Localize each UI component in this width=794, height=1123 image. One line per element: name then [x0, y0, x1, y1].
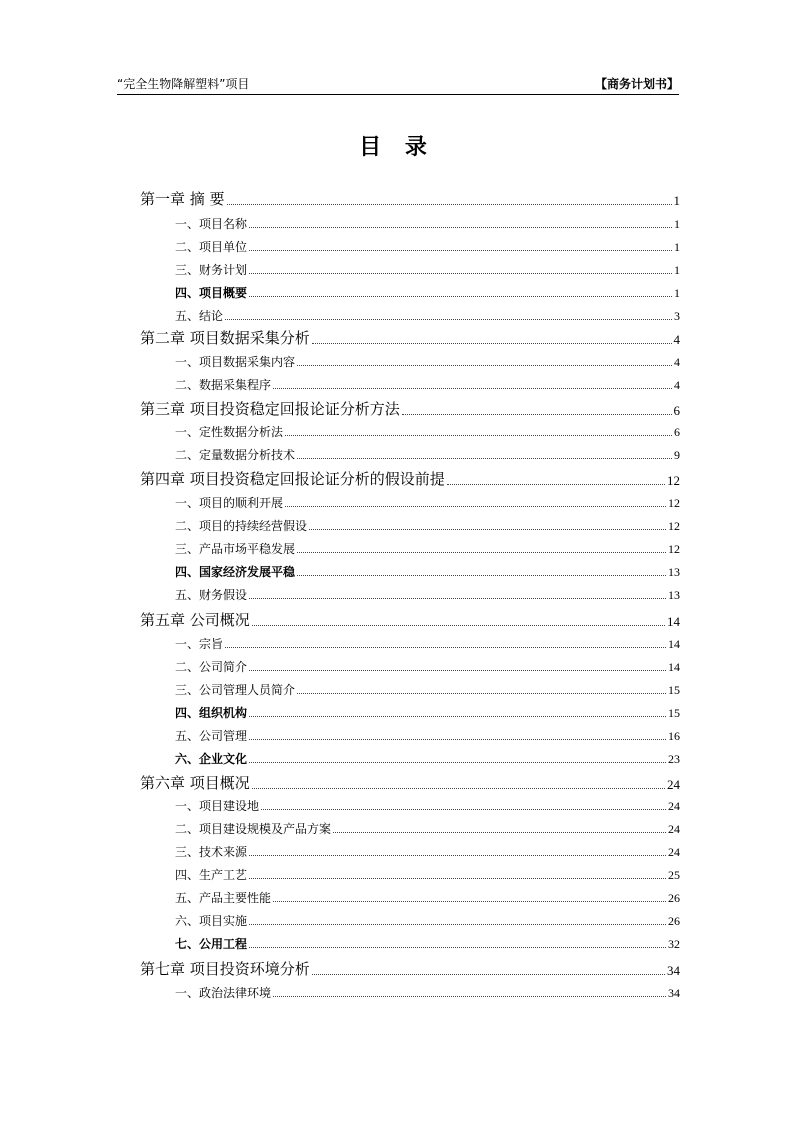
toc-section-entry[interactable]	[175, 308, 680, 324]
toc-entry-label: 一、项目建设地	[175, 799, 260, 813]
toc-entry-label: 四、国家经济发展平稳	[175, 565, 296, 579]
toc-leader-dots	[297, 364, 672, 366]
toc-entry-label: 四、生产工艺	[175, 868, 248, 882]
toc-section-entry[interactable]	[175, 216, 680, 232]
toc-chapter-entry[interactable]	[140, 328, 680, 348]
toc-section-entry[interactable]	[175, 636, 680, 652]
toc-leader-dots	[297, 457, 672, 459]
toc-entry-label: 二、数据采集程序	[175, 378, 272, 392]
toc-page-number: 13	[668, 588, 680, 602]
toc-leader-dots	[249, 761, 666, 763]
toc-section-entry[interactable]	[175, 913, 680, 929]
toc-page-number: 25	[668, 868, 680, 882]
toc-entry-label: 六、企业文化	[175, 752, 248, 766]
toc-page-number: 26	[668, 914, 680, 928]
toc-section-entry[interactable]	[175, 564, 680, 580]
toc-page-number: 1	[674, 217, 680, 231]
toc-section-entry[interactable]	[175, 541, 680, 557]
toc-leader-dots	[297, 574, 666, 576]
toc-leader-dots	[309, 528, 666, 530]
toc-leader-dots	[447, 483, 665, 485]
toc-page-number: 12	[667, 473, 680, 488]
toc-entry-label: 一、宗旨	[175, 637, 224, 651]
toc-leader-dots	[261, 808, 666, 810]
toc-entry-label: 五、公司管理	[175, 729, 248, 743]
toc-page-number: 14	[667, 614, 680, 629]
toc-leader-dots	[225, 646, 666, 648]
toc-entry-label: 第六章 项目概况	[140, 774, 250, 792]
toc-entry-label: 五、产品主要性能	[175, 891, 272, 905]
toc-entry-label: 七、公用工程	[175, 937, 248, 951]
toc-entry-label: 第四章 项目投资稳定回报论证分析的假设前提	[140, 470, 445, 488]
toc-leader-dots	[249, 923, 666, 925]
toc-entry-label: 一、政治法律环境	[175, 986, 272, 1000]
toc-page-number: 3	[674, 309, 680, 323]
toc-page-number: 1	[674, 263, 680, 277]
toc-entry-label: 第三章 项目投资稳定回报论证分析方法	[140, 400, 400, 418]
toc-title: 目 录	[359, 135, 435, 160]
toc-entry-label: 二、项目的持续经营假设	[175, 519, 308, 533]
toc-page-number: 1	[674, 240, 680, 254]
toc-leader-dots	[225, 318, 672, 320]
toc-leader-dots	[312, 342, 672, 344]
toc-leader-dots	[273, 387, 672, 389]
toc-page-number: 6	[674, 425, 680, 439]
toc-leader-dots	[249, 946, 666, 948]
toc-entry-label: 二、项目建设规模及产品方案	[175, 822, 332, 836]
toc-leader-dots	[297, 551, 666, 553]
header-project-title: “完全生物降解塑料”项目	[117, 77, 250, 91]
toc-leader-dots	[249, 738, 666, 740]
toc-section-entry[interactable]	[175, 798, 680, 814]
toc-leader-dots	[402, 413, 672, 415]
toc-section-entry[interactable]	[175, 890, 680, 906]
toc-leader-dots	[312, 973, 665, 975]
toc-section-entry[interactable]	[175, 377, 680, 393]
toc-page-number: 34	[668, 986, 680, 1000]
toc-page-number: 23	[668, 752, 680, 766]
toc-leader-dots	[227, 203, 672, 205]
toc-page-number: 13	[668, 565, 680, 579]
toc-leader-dots	[285, 505, 666, 507]
toc-entry-label: 三、技术来源	[175, 845, 248, 859]
toc-section-entry[interactable]	[175, 239, 680, 255]
toc-leader-dots	[249, 272, 672, 274]
toc-leader-dots	[249, 597, 666, 599]
toc-entry-label: 一、项目的顺利开展	[175, 496, 284, 510]
toc-chapter-entry[interactable]	[140, 959, 680, 979]
toc-section-entry[interactable]	[175, 262, 680, 278]
toc-page-number: 15	[668, 683, 680, 697]
toc-page-number: 9	[674, 448, 680, 462]
toc-section-entry[interactable]	[175, 285, 680, 301]
toc-entry-label: 第二章 项目数据采集分析	[140, 329, 310, 347]
toc-leader-dots	[249, 877, 666, 879]
toc-page-number: 24	[667, 777, 680, 792]
toc-section-entry[interactable]	[175, 447, 680, 463]
toc-page-number: 24	[668, 799, 680, 813]
toc-page-number: 1	[673, 193, 680, 208]
toc-entry-label: 三、财务计划	[175, 263, 248, 277]
toc-leader-dots	[273, 995, 666, 997]
toc-page-number: 12	[668, 542, 680, 556]
page-header	[117, 76, 679, 95]
toc-page-number: 14	[668, 660, 680, 674]
toc-page-number: 24	[668, 822, 680, 836]
toc-section-entry[interactable]	[175, 424, 680, 440]
toc-entry-label: 第五章 公司概况	[140, 611, 250, 629]
toc-entry-label: 四、组织机构	[175, 706, 248, 720]
toc-section-entry[interactable]	[175, 682, 680, 698]
toc-leader-dots	[249, 295, 672, 297]
toc-leader-dots	[285, 434, 672, 436]
toc-entry-label: 二、项目单位	[175, 240, 248, 254]
toc-page-number: 6	[673, 403, 680, 418]
toc-leader-dots	[252, 787, 665, 789]
toc-entry-label: 一、项目名称	[175, 217, 248, 231]
toc-entry-label: 四、项目概要	[175, 286, 248, 300]
header-doc-type: 【商务计划书】	[594, 77, 679, 91]
toc-page-number: 16	[668, 729, 680, 743]
toc-page-number: 24	[668, 845, 680, 859]
toc-entry-label: 六、项目实施	[175, 914, 248, 928]
toc-section-entry[interactable]	[175, 821, 680, 837]
toc-leader-dots	[249, 715, 666, 717]
toc-section-entry[interactable]	[175, 495, 680, 511]
toc-section-entry[interactable]	[175, 659, 680, 675]
toc-section-entry[interactable]	[175, 354, 680, 370]
toc-page-number: 34	[667, 963, 680, 978]
toc-entry-label: 一、项目数据采集内容	[175, 355, 296, 369]
toc-section-entry[interactable]	[175, 705, 680, 721]
toc-chapter-entry[interactable]	[140, 469, 680, 489]
toc-section-entry[interactable]	[175, 867, 680, 883]
toc-chapter-entry[interactable]	[140, 399, 680, 419]
toc-leader-dots	[249, 854, 666, 856]
toc-section-entry[interactable]	[175, 587, 680, 603]
toc-leader-dots	[252, 624, 665, 626]
toc-chapter-entry[interactable]	[140, 773, 680, 793]
toc-section-entry[interactable]	[175, 936, 680, 952]
toc-chapter-entry[interactable]	[140, 610, 680, 630]
toc-chapter-entry[interactable]	[140, 189, 680, 209]
toc-section-entry[interactable]	[175, 728, 680, 744]
toc-entry-label: 二、公司简介	[175, 660, 248, 674]
toc-leader-dots	[249, 226, 672, 228]
toc-entry-label: 三、产品市场平稳发展	[175, 542, 296, 556]
toc-section-entry[interactable]	[175, 985, 680, 1001]
toc-page-number: 1	[674, 286, 680, 300]
toc-leader-dots	[297, 692, 666, 694]
toc-entry-label: 第七章 项目投资环境分析	[140, 960, 310, 978]
toc-page-number: 15	[668, 706, 680, 720]
toc-entry-label: 二、定量数据分析技术	[175, 448, 296, 462]
toc-leader-dots	[273, 900, 666, 902]
toc-page-number: 4	[674, 355, 680, 369]
toc-page-number: 26	[668, 891, 680, 905]
toc-page-number: 12	[668, 496, 680, 510]
toc-page-number: 32	[668, 937, 680, 951]
toc-entry-label: 三、公司管理人员简介	[175, 683, 296, 697]
toc-leader-dots	[249, 669, 666, 671]
toc-leader-dots	[333, 831, 666, 833]
toc-page-number: 14	[668, 637, 680, 651]
toc-page-number: 4	[673, 332, 680, 347]
toc-entry-label: 五、结论	[175, 309, 224, 323]
toc-entry-label: 五、财务假设	[175, 588, 248, 602]
toc-section-entry[interactable]	[175, 751, 680, 767]
toc-entry-label: 第一章 摘 要	[140, 190, 225, 208]
toc-section-entry[interactable]	[175, 844, 680, 860]
toc-entry-label: 一、定性数据分析法	[175, 425, 284, 439]
toc-page-number: 4	[674, 378, 680, 392]
toc-page-number: 12	[668, 519, 680, 533]
toc-section-entry[interactable]	[175, 518, 680, 534]
toc-leader-dots	[249, 249, 672, 251]
